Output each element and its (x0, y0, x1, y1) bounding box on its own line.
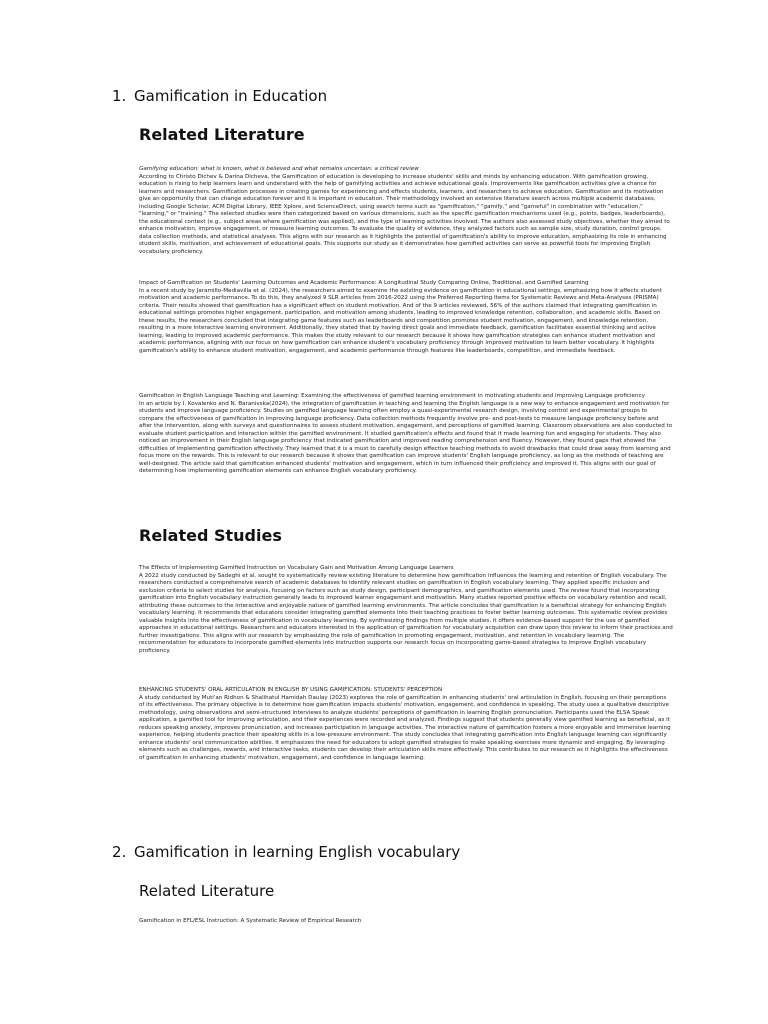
study-entry (139, 565, 673, 673)
study-entry (139, 687, 673, 779)
section-title: Gamification in Education (134, 87, 328, 105)
entry-body: According to Christo Dichev & Darina Dicheva, the Gamification of education is developing to increase students' skills and minds by enhancing education. With gamification growing, education is rising to help learners learn and understand with the help of gamifying activities and achieve educational goals. Improvements like gamification activities give a chance for learners and researchers. Gamification processes in creating games for experiencing and effects students, learners, and researchers to achieve education. Gamification and its motivation give an opportunity that can change education forever and it is important in education. Their methodology involved an extensive literature search across multiple academic databases, including Google Scholar, ACM Digital Library, IEEE Xplore, and ScienceDirect, using search terms such as "gamification," "gamify," and "gameful" in combination with "education," "learning," or "training." The selected studies were then categorized based on various dimensions, such as the specific gamification mechanisms used (e.g., points, badges, leaderboards), the educational context (e.g., subject areas where gamification was applied), and the type of learning activities involved. The authors also assessed study objectives, whether they aimed to enhance motivation, improve engagement, or measure learning outcomes. To evaluate the quality of evidence, they analyzed factors such as sample size, study duration, control groups, data collection methods, and statistical analyses. This aligns with our research as it highlights the potential of gamification's ability to improve education, emphasizing its role in enhancing student skills, motivation, and achievement of educational goals. This supports our study as it demonstrates how gamified activities can serve as powerful tools for improving English vocabulary proficiency. (139, 173, 670, 255)
section-number: 2. (112, 843, 127, 861)
literature-entry (139, 280, 673, 378)
section-number: 1. (112, 87, 127, 105)
entry-title: ENHANCING STUDENTS' ORAL ARTICULATION IN ENGLISH BY USING GAMIFICATION: STUDENTS' PERCEPTION (139, 687, 443, 693)
entry-body: A study conducted by Muti'an Ridhon & Shalihatul Hamidah Daulay (2023) explores the role of gamification in enhancing students' oral articulation in English, focusing on their perceptions of its effectiveness. The primary objective is to determine how gamification impacts students' motivation, engagement, and confidence in speaking. The study uses a qualitative descriptive methodology, using observations and semi-structured interviews to analyze students' perceptions of gamification in learning English pronunciation. Participants used the ELSA Speak application, a gamified tool for improving articulation, and their experiences were recorded and analyzed. Findings suggest that students generally view gamified learning as beneficial, as it reduces speaking anxiety, improves pronunciation, and increases participation in language activities. The interactive nature of gamification fosters a more enjoyable and immersive learning experience, helping students practice their speaking skills in a low-pressure environment. The study concludes that integrating gamification into English language learning can significantly enhance students' oral communication abilities. It emphasizes the need for educators to adopt gamified strategies to make speaking exercises more dynamic and engaging. By leveraging elements such as challenges, rewards, and interactive tasks, students can develop their articulation skills more effectively. This contributes to our research as it highlights the effectiveness of gamification in enhancing students' motivation, engagement, and confidence in language learning. (139, 694, 671, 761)
section-title: Gamification in learning English vocabulary (134, 843, 461, 861)
literature-entry (139, 166, 673, 270)
entry-title: Gamification in English Language Teaching and Learning: Examining the effectiveness of gamified learning environment in motivating students and improving Language proficiency (139, 393, 645, 399)
entry-title: Gamification in EFL/ESL Instruction: A Systematic Review of Empirical Research (139, 918, 362, 924)
subsection-heading: Related Literature (139, 125, 305, 144)
entry-title: Gamifying education: what is known, what is believed and what remains uncertain: a critical review (139, 166, 419, 172)
section-heading (112, 87, 327, 105)
entry-body: In a recent study by Jaramillo-Mediavilla et al. (2024), the researchers aimed to examine the existing evidence on gamification in educational settings, emphasizing how it affects student motivation and academic performance. To do this, they analyzed 9 SLR articles from 2016-2022 using the Preferred Reporting Items for Systematic Reviews and Meta-Analyses (PRISMA) criteria. Their results showed that gamification has a significant effect on student motivation. And of the 9 articles reviewed, 56% of the authors claimed that integrating gamification in educational settings promotes higher engagement, participation, and motivation among students, leading to improved knowledge retention, collaboration, and academic skills. Based on these results, the researchers concluded that integrating game features such as leaderboards and competition promotes student motivation, engagement, and knowledge retention, resulting in a more interactive learning environment. Additionally, they stated that by having direct goals and immediate feedback, gamification facilitates essential thinking and active learning, leading to improved academic performance. This makes the study relevant to our research because it shows how gamification strategies can enhance student motivation and academic performance, aligning with our focus on how gamification can enhance student's vocabulary proficiency through improved motivation to learn better vocabulary. It highlights gamification's ability to enhance student motivation, engagement, and academic performance through features like leaderboards, competition, and immediate feedback. (139, 287, 662, 354)
entry-title: The Effects of Implementing Gamified Instruction on Vocabulary Gain and Motivation Among Language Learners (139, 565, 454, 571)
subsection-heading: Related Literature (139, 882, 275, 900)
entry-body: In an article by I. Kovalenko and N. Baranivska(2024), the integration of gamification in teaching and learning the English language is a new way to enhance engagement and motivation for students and improve language proficiency. Studies on gamified language learning often employ a quasi-experimental research design, involving control and experimental groups to compare the effectiveness of gamification in improving language proficiency. Data collection methods frequently involve pre- and post-tests to measure language proficiency before and after the intervention, along with surveys and questionnaires to assess student motivation, engagement, and perceptions of gamified learning. Classroom observations are also conducted to evaluate student participation and interaction within the gamified environment. It studied gamification's effects and found that it made learning fun and engaging for students. They also noticed an improvement in their English language proficiency that indicated gamification and improved reading comprehension and fluency. However, they found gaps that showed the difficulties of implementing gamification effectively. They learned that it is a must to carefully design effective teaching methods to avoid drawbacks that could draw away from learning and focus more on the rewards. This is relevant to our research because it shows that gamification can improve students' English language proficiency, as long as the methods of teaching are well-designed. The article said that gamification enhanced students' motivation and engagement, which in turn influenced their proficiency and improved it. This aligns with our goal of determining how implementing gamification elements can enhance English vocabulary proficiency. (139, 400, 673, 474)
entry-title: Impact of Gamification on Students' Learning Outcomes and Academic Performance: A Longitudinal Study Comparing Online, Traditional, and Gamified Learning (139, 280, 589, 286)
literature-entry (139, 918, 673, 928)
literature-entry (139, 393, 673, 507)
section-heading (112, 843, 460, 861)
subsection-heading: Related Studies (139, 526, 282, 545)
entry-body: A 2022 study conducted by Sadeghi et al. sought to systematically review existing literature to determine how gamification influences the learning and retention of English vocabulary. The researchers conducted a comprehensive search of academic databases to identify relevant studies on gamification in English vocabulary learning. They applied specific inclusion and exclusion criteria to select studies for analysis, focusing on factors such as study design, participant demographics, and gamification elements used. The review found that incorporating gamification into English vocabulary instruction generally leads to improved learner engagement and motivation. Many studies reported positive effects on vocabulary retention and recall, attributing these outcomes to the interactive and enjoyable nature of gamified learning environments. The article concludes that gamification is a beneficial strategy for enhancing English vocabulary learning. It recommends that educators consider integrating gamified elements into their teaching practices to foster better learning outcomes. This systematic review provides valuable insights into the effectiveness of gamification in vocabulary learning. By synthesizing findings from multiple studies, it offers evidence-based support for the use of gamified approaches in educational settings. Researchers and educators interested in the application of gamification for vocabulary acquisition can draw upon this review to inform their practices and further investigations. This aligns with our research by emphasizing the role of gamification in promoting engagement, motivation, and retention in vocabulary learning. The recommendation for educators to incorporate gamified elements into instruction supports our research focus on incorporating game-based strategies to improve English vocabulary proficiency. (139, 572, 673, 654)
